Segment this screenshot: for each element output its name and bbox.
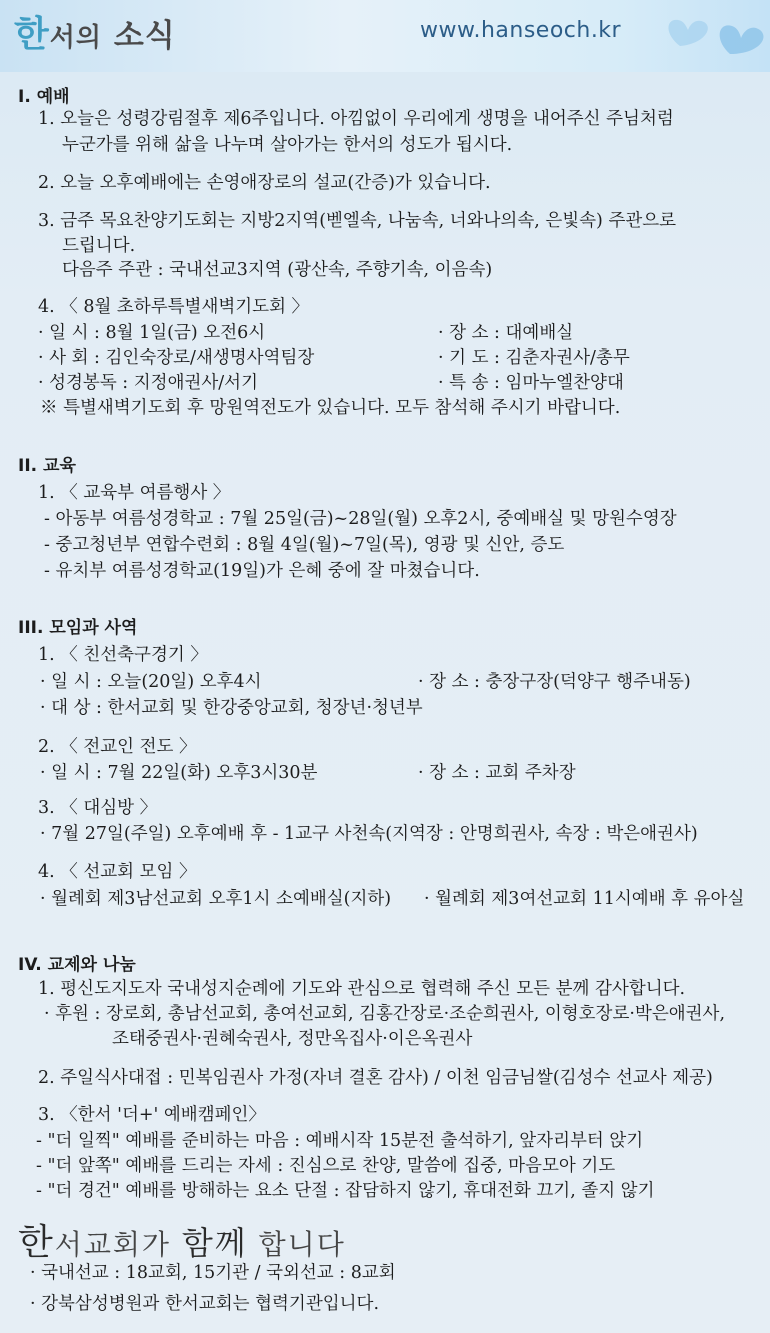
title-part2: 서의 [49,23,103,53]
education-detail-1: - 아동부 여름성경학교 : 7월 25일(금)~28일(월) 오후2시, 중예배실 및 망원수영장 [44,509,677,529]
worship-item-3: 3. 금주 목요찬양기도회는 지방2지역(벧엘속, 나눔속, 너와나의속, 은빛속) 주관으로 [38,211,677,231]
footer-title-char: 한 [18,1222,55,1263]
worship-item-1-cont: 누군가를 위해 삶을 나누며 살아가는 한서의 성도가 됩시다. [62,135,513,155]
worship-item-1: 1. 오늘은 성령강림절후 제6주입니다. 아낌없이 우리에게 생명을 내어주신 주님처럼 [38,109,674,129]
campaign-front: - "더 앞쪽" 예배를 드리는 자세 : 진심으로 찬양, 말씀에 집중, 마음모아 기도 [36,1156,616,1176]
dawn-prayer-time: · 일 시 : 8월 1일(금) 오전6시 [38,323,266,343]
footer-title [18,1214,346,1265]
education-detail-3: - 유치부 여름성경학교(19일)가 은혜 중에 잘 마쳤습니다. [44,561,480,581]
header-banner [0,0,770,72]
section-heading-gatherings: III. 모임과 사역 [18,618,138,638]
worship-item-2: 2. 오늘 오후예배에는 손영애장로의 설교(간증)가 있습니다. [38,173,491,193]
worship-item-3-next: 다음주 주관 : 국내선교3지역 (광산속, 주향기속, 이음속) [62,260,493,280]
title-first-char: 한 [14,14,50,55]
fellowship-item-3: 3. 〈한서 '더+' 예배캠페인〉 [38,1105,266,1125]
gathering-item-4: 4. 〈 선교회 모임 〉 [38,862,197,882]
gathering-item-2: 2. 〈 전교인 전도 〉 [38,737,197,757]
soccer-time: · 일 시 : 오늘(20일) 오후4시 [40,672,262,692]
dawn-prayer-prayer: · 기 도 : 김춘자권사/총무 [438,348,630,368]
dawn-prayer-note: ※ 특별새벽기도회 후 망원역전도가 있습니다. 모두 참석해 주시기 바랍니다. [40,398,621,418]
sponsors-line-1: · 후원 : 장로회, 총남선교회, 총여선교회, 김홍간장로·조순희권사, 이형호장로·박은애권사, [44,1004,726,1024]
campaign-reverent: - "더 경건" 예배를 방해하는 요소 단절 : 잡담하지 않기, 휴대전화 끄기, 졸지 않기 [36,1181,655,1201]
campaign-earlier: - "더 일찍" 예배를 준비하는 마음 : 예배시작 15분전 출석하기, 앞자리부터 앉기 [36,1131,644,1151]
footer-title-end: 합니다 [258,1228,346,1261]
footer-title-together: 함께 [181,1224,248,1262]
mission-stats: · 국내선교 : 18교회, 15기관 / 국외선교 : 8교회 [30,1263,396,1283]
womens-mission-meeting: · 월례회 제3여선교회 11시예배 후 유아실 [424,889,745,909]
dawn-prayer-reading: · 성경봉독 : 지정애권사/서기 [38,373,258,393]
page-title [14,6,176,57]
dawn-prayer-host: · 사 회 : 김인숙장로/새생명사역팀장 [38,348,315,368]
mens-mission-meeting: · 월례회 제3남선교회 오후1시 소예배실(지하) [40,889,392,909]
dawn-prayer-place: · 장 소 : 대예배실 [438,323,574,343]
fellowship-item-2: 2. 주일식사대접 : 민복임권사 가정(자녀 결혼 감사) / 이천 임금님쌀(김성수 선교사 제공) [38,1068,713,1088]
heart-icon [660,4,770,70]
gathering-item-3: 3. 〈 대심방 〉 [38,798,158,818]
soccer-target: · 대 상 : 한서교회 및 한강중앙교회, 청장년·청년부 [40,698,423,718]
worship-item-4: 4. 〈 8월 초하루특별새벽기도회 〉 [38,297,310,317]
fellowship-item-1: 1. 평신도지도자 국내성지순례에 기도와 관심으로 협력해 주신 모든 분께 감사합니다. [38,979,686,999]
title-part3: 소식 [113,18,176,54]
education-item-1: 1. 〈 교육부 여름행사 〉 [38,483,231,503]
section-heading-worship: I. 예배 [18,87,70,107]
website-url[interactable]: www.hanseoch.kr [420,18,622,43]
soccer-place: · 장 소 : 충장구장(덕양구 행주내동) [418,672,691,692]
education-detail-2: - 중고청년부 연합수련회 : 8월 4일(월)~7일(목), 영광 및 신안, 증도 [44,535,565,555]
section-heading-fellowship: IV. 교제와 나눔 [18,955,136,975]
gathering-item-1: 1. 〈 친선축구경기 〉 [38,645,208,665]
sponsors-line-2: 조태중권사·권혜숙권사, 정만옥집사·이은옥권사 [112,1029,473,1049]
evangelism-time: · 일 시 : 7월 22일(화) 오후3시30분 [40,763,318,783]
partner-hospital: · 강북삼성병원과 한서교회는 협력기관입니다. [30,1294,380,1314]
worship-item-3-cont: 드립니다. [62,236,136,256]
visitation-detail: · 7월 27일(주일) 오후예배 후 - 1교구 사천속(지역장 : 안명희권사, 속장 : 박은애권사) [40,824,698,844]
evangelism-place: · 장 소 : 교회 주차장 [418,763,576,783]
section-heading-education: II. 교육 [18,456,76,476]
dawn-prayer-special-song: · 특 송 : 임마누엘찬양대 [438,373,624,393]
footer-title-part2: 서교회가 [54,1228,171,1261]
